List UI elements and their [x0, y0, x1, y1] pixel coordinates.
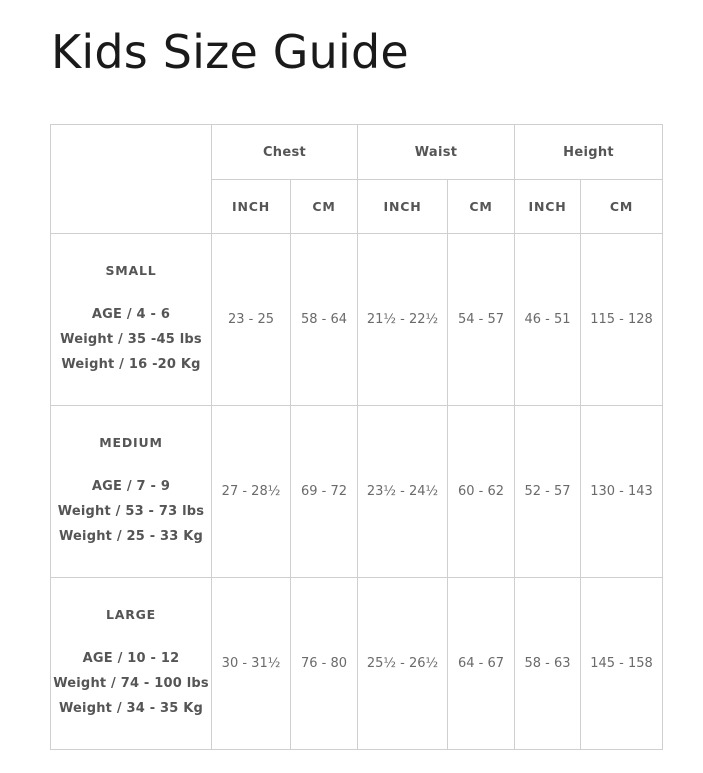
table-row-medium — [51, 406, 663, 578]
chest-cm-value: 69 - 72 — [291, 406, 358, 578]
group-header-chest: Chest — [212, 125, 358, 180]
waist-inch-value: 21½ - 22½ — [358, 234, 448, 406]
waist-inch-value: 23½ - 24½ — [358, 406, 448, 578]
unit-header-height-cm: CM — [581, 180, 663, 234]
height-cm-value: 115 - 128 — [581, 234, 663, 406]
chest-cm-value: 58 - 64 — [291, 234, 358, 406]
size-cell — [51, 578, 212, 750]
size-age: AGE / 10 - 12 — [82, 650, 180, 666]
unit-header-height-inch: INCH — [515, 180, 581, 234]
page-title: Kids Size Guide — [51, 25, 409, 79]
waist-cm-value: 64 - 67 — [448, 578, 515, 750]
size-header-empty-cell — [51, 125, 212, 234]
chest-inch-value: 23 - 25 — [212, 234, 291, 406]
group-header-row — [51, 125, 663, 180]
waist-cm-value: 54 - 57 — [448, 234, 515, 406]
size-weight-lbs: Weight / 74 - 100 lbs — [53, 675, 209, 691]
height-inch-value: 58 - 63 — [515, 578, 581, 750]
chest-inch-value: 27 - 28½ — [212, 406, 291, 578]
size-weight-lbs: Weight / 35 -45 lbs — [60, 331, 202, 347]
waist-inch-value: 25½ - 26½ — [358, 578, 448, 750]
size-name: SMALL — [105, 262, 157, 278]
size-weight-kg: Weight / 34 - 35 Kg — [58, 700, 204, 716]
group-header-waist: Waist — [358, 125, 515, 180]
size-name: LARGE — [105, 606, 157, 622]
table-row-small — [51, 234, 663, 406]
unit-header-chest-inch: INCH — [212, 180, 291, 234]
height-inch-value: 46 - 51 — [515, 234, 581, 406]
group-header-height: Height — [515, 125, 663, 180]
size-weight-kg: Weight / 16 -20 Kg — [61, 356, 201, 372]
size-cell — [51, 234, 212, 406]
size-weight-kg: Weight / 25 - 33 Kg — [58, 528, 204, 544]
size-name: MEDIUM — [99, 434, 163, 450]
waist-cm-value: 60 - 62 — [448, 406, 515, 578]
chest-cm-value: 76 - 80 — [291, 578, 358, 750]
size-cell — [51, 406, 212, 578]
height-cm-value: 130 - 143 — [581, 406, 663, 578]
height-cm-value: 145 - 158 — [581, 578, 663, 750]
table-row-large — [51, 578, 663, 750]
size-age: AGE / 7 - 9 — [91, 478, 171, 494]
height-inch-value: 52 - 57 — [515, 406, 581, 578]
size-guide-table — [50, 124, 663, 750]
unit-header-waist-cm: CM — [448, 180, 515, 234]
size-weight-lbs: Weight / 53 - 73 lbs — [57, 503, 205, 519]
size-age: AGE / 4 - 6 — [91, 306, 171, 322]
unit-header-chest-cm: CM — [291, 180, 358, 234]
chest-inch-value: 30 - 31½ — [212, 578, 291, 750]
unit-header-waist-inch: INCH — [358, 180, 448, 234]
